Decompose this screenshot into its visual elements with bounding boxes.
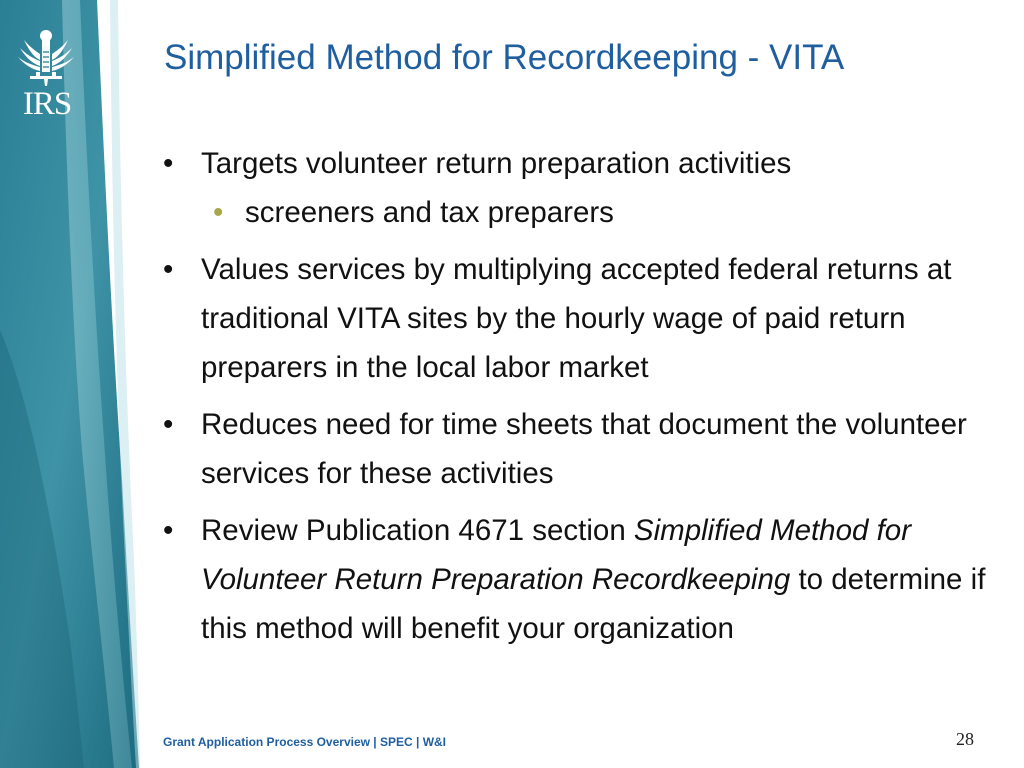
bullet-item [158,506,988,653]
footer-text: Grant Application Process Overview | SPEC | W&I [163,735,447,749]
publication-section-title: Simplified Method for Volunteer Return Preparation Recordkeeping [201,514,912,596]
slide-title: Simplified Method for Recordkeeping - VITA [164,38,845,77]
irs-logo [10,26,84,126]
bullet-text: Targets volunteer return preparation activities [201,147,792,180]
bullet-text-prefix: Review Publication 4671 section [201,514,634,547]
bullet-item [158,400,988,498]
sub-bullet-item [158,188,988,237]
bullet-item [158,139,988,188]
bullet-text-suffix: to determine if this method will benefit your organization [201,563,986,645]
bullet-text: Values services by multiplying accepted federal returns at traditional VITA sites by the hourly wage of paid return preparers in the local labor market [201,253,952,384]
bullet-dot-icon: • [163,147,174,180]
bullet-dot-icon: • [163,408,174,441]
bullet-dot-icon: • [163,514,174,547]
eagle-emblem-icon [14,26,78,88]
bullet-text: Reduces need for time sheets that document the volunteer services for these activities [201,408,967,490]
bullet-dot-icon: • [163,253,174,286]
sub-bullet-text: screeners and tax preparers [245,196,614,229]
bullet-list [158,139,988,661]
sub-bullet-dot-icon: • [213,196,224,229]
page-number: 28 [956,729,974,749]
irs-wordmark: IRS [22,86,72,122]
bullet-item [158,245,988,392]
